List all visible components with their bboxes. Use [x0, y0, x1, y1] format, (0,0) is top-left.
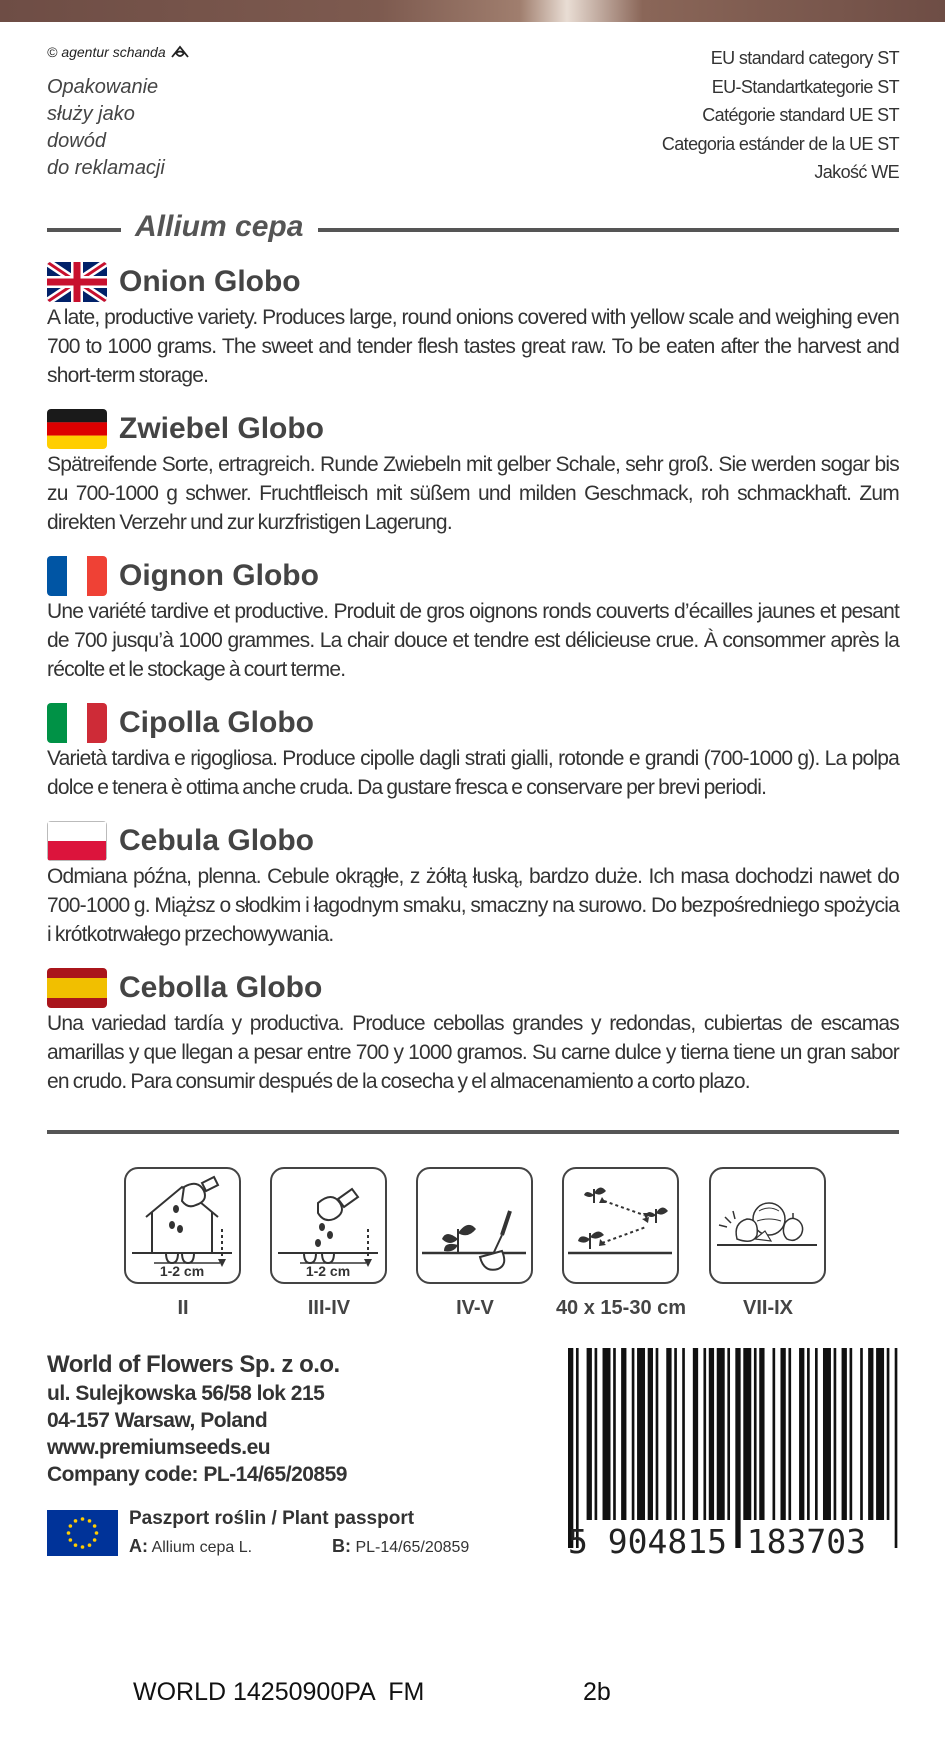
eu-star-icon [81, 1517, 85, 1521]
company-info [47, 1350, 347, 1488]
passport-key: B: [332, 1536, 351, 1556]
barcode-bar [773, 1348, 776, 1520]
eu-star-icon [69, 1524, 73, 1528]
icon-label: 40 x 15-30 cm [555, 1297, 687, 1319]
barcode-bar [807, 1348, 810, 1520]
barcode-bar [656, 1348, 659, 1520]
barcode-bar [850, 1348, 853, 1520]
barcode-bar [709, 1348, 714, 1520]
barcode-bar [860, 1348, 863, 1520]
passport-value: Allium cepa L. [151, 1539, 253, 1556]
eu-star-icon [74, 1543, 78, 1547]
eu-star-icon [88, 1543, 92, 1547]
section-title: Oignon Globo [119, 559, 319, 592]
agency-logo-icon [170, 45, 190, 59]
section-text: Varietà tardiva e rigogliosa. Produce cipolle dagli strati gialli, rotonde e grandi (700-1000 g). La polpa dolce e tenera è ottima anche cruda. Da gustare fresca e conservare per brevi periodi. [47, 747, 899, 799]
company-city: 04-157 Warsaw, Poland [47, 1409, 268, 1432]
section-text: Una variedad tardía y productiva. Produce cebollas grandes y redondas, cubiertas de escamas amarillas y que llegan a pesar entre 700 y 1000 gramos. Su carne dulce y tierna tiene un gran sabor en crudo. Para consumir después de la cosecha y el almacenamiento a corto plazo. [47, 1012, 899, 1093]
barcode-bar [674, 1348, 677, 1520]
uk-flag-icon [47, 262, 107, 302]
barcode-bar [703, 1348, 706, 1520]
barcode-bar [759, 1348, 764, 1520]
passport-value: PL-14/65/20859 [355, 1539, 470, 1556]
category-line: Jakość WE [814, 162, 899, 182]
eu-star-icon [74, 1519, 78, 1523]
company-name: World of Flowers Sp. z o.o. [47, 1351, 340, 1378]
category-line: EU standard category ST [710, 48, 899, 68]
barcode-bar [754, 1348, 757, 1520]
outdoor-sowing-icon [270, 1167, 387, 1284]
barcode-digits: 5 904815 183703 [568, 1522, 867, 1561]
barcode-bar [743, 1348, 751, 1520]
company-code: Company code: PL-14/65/20859 [47, 1463, 347, 1486]
barcode-bar [666, 1348, 671, 1520]
section-title: Cebula Globo [119, 824, 314, 857]
indoor-sowing-icon [124, 1167, 241, 1284]
icon-label: II [177, 1297, 189, 1319]
divider-left [47, 228, 121, 232]
depth-label: 1-2 cm [159, 1263, 205, 1279]
section-title: Zwiebel Globo [119, 412, 325, 445]
eu-star-icon [93, 1538, 97, 1542]
barcode-bar [613, 1348, 616, 1520]
packaging-line: do reklamacji [47, 157, 165, 179]
spacing-icon [562, 1167, 679, 1284]
eu-star-icon [93, 1524, 97, 1528]
divider-right [318, 228, 899, 232]
transplanting-icon [416, 1167, 533, 1284]
icon-label: VII-IX [742, 1297, 793, 1319]
section-italian [47, 703, 899, 802]
barcode-bar [568, 1348, 573, 1548]
section-german [47, 409, 899, 537]
barcode-bar [876, 1348, 884, 1520]
header [47, 44, 899, 184]
italy-flag-icon [47, 703, 107, 743]
agency-credit [47, 44, 190, 60]
barcode-bar [603, 1348, 611, 1520]
latin-name-row [47, 208, 899, 248]
harvest-icon [709, 1167, 826, 1284]
cultivation-icons [124, 1167, 828, 1327]
section-text: Odmiana późna, plenna. Cebule okrągłe, z żółtą łuską, bardzo duże. Ich masa dochodzi nawet do 700-1000 g. Miąższ o słodkim i łagodnym smaku, smaczny na surowo. Do bezpośredniego spożycia i krótkotrwałego przechowywania. [47, 865, 899, 946]
barcode-bar [780, 1348, 785, 1520]
section-title: Cebolla Globo [119, 971, 323, 1004]
passport-title: Paszport roślin / Plant passport [129, 1508, 415, 1529]
barcode-bar [632, 1348, 635, 1520]
section-divider [47, 1130, 899, 1134]
barcode-bar [868, 1348, 873, 1520]
eu-star-icon [69, 1538, 73, 1542]
france-flag-icon [47, 556, 107, 596]
barcode-bar [717, 1348, 725, 1520]
packaging-line: dowód [47, 130, 106, 152]
barcode-bar [842, 1348, 847, 1520]
germany-flag-icon [47, 409, 107, 449]
category-line: EU-Standartkategorie ST [711, 76, 899, 97]
section-text: Une variété tardive et productive. Produit de gros oignons ronds couverts d’écailles jaunes et pesant de 700 jusqu’à 1000 grammes. La chair douce et tendre est délicieuse crue. À consommer après la récolte et le stockage à court terme. [47, 600, 899, 681]
barcode-bar [887, 1348, 890, 1520]
barcode-bar [595, 1348, 598, 1520]
packaging-line: Opakowanie [47, 76, 159, 98]
eu-star-icon [67, 1531, 71, 1535]
category-line: Categoria estánder de la UE ST [661, 133, 899, 154]
section-title: Onion Globo [119, 265, 301, 298]
standard-categories [662, 44, 899, 187]
barcode-bar [834, 1348, 837, 1520]
packaging-note [47, 74, 165, 182]
section-spanish [47, 968, 899, 1096]
passport-field-a [129, 1536, 252, 1557]
barcode-bar [895, 1348, 898, 1548]
section-title: Cipolla Globo [119, 706, 314, 739]
section-text: Spätreifende Sorte, ertragreich. Runde Zwiebeln mit gelber Schale, sehr groß. Sie werden sogar bis zu 700-1000 g schwer. Fruchtfleisch mit süßem und milden Geschmack, roh schmackhaft. Zum direkten Verzehr und zur kurzfristigen Lagerung. [47, 453, 899, 534]
icon-label: IV-V [456, 1297, 494, 1319]
poland-flag-icon [47, 821, 107, 861]
print-code: WORLD 14250900PA FM [133, 1678, 425, 1706]
barcode-bar [648, 1348, 653, 1520]
copyright-symbol: © [47, 44, 58, 60]
section-french [47, 556, 899, 684]
latin-name: Allium cepa [135, 210, 304, 243]
barcode-bar [576, 1348, 579, 1548]
passport-key: A: [129, 1536, 148, 1556]
section-english [47, 262, 899, 390]
section-text: A late, productive variety. Produces large, round onions covered with yellow scale and weighing even 700 to 1000 grams. The sweet and tender flesh tastes great raw. To be eaten after the harvest and short-term storage. [47, 306, 899, 387]
barcode-bar [735, 1348, 740, 1548]
plant-passport [47, 1508, 477, 1558]
icon-label: III-IV [307, 1297, 351, 1319]
barcode-bar [587, 1348, 592, 1520]
section-polish [47, 821, 899, 949]
passport-field-b [332, 1536, 469, 1557]
eu-star-icon [95, 1531, 99, 1535]
eu-star-icon [81, 1545, 85, 1549]
category-line: Catégorie standard UE ST [702, 105, 899, 125]
top-image-strip [0, 0, 945, 22]
company-street: ul. Sulejkowska 56/58 lok 215 [47, 1382, 325, 1405]
spain-flag-icon [47, 968, 107, 1008]
barcode-bar [621, 1348, 626, 1520]
barcode-bar [727, 1348, 730, 1520]
barcode-bar [823, 1348, 831, 1520]
barcode-bar [693, 1348, 698, 1520]
eu-star-icon [88, 1519, 92, 1523]
barcode-bar [799, 1348, 804, 1520]
barcode-bar [682, 1348, 685, 1520]
barcode-bar [788, 1348, 791, 1520]
eu-flag-icon [47, 1510, 118, 1556]
barcode-bar [637, 1348, 645, 1520]
agency-name: agentur schanda [61, 44, 166, 60]
barcode-bar [815, 1348, 818, 1520]
depth-label: 1-2 cm [305, 1263, 351, 1279]
print-variant: 2b [583, 1678, 611, 1706]
packaging-line: służy jako [47, 103, 135, 125]
company-website: www.premiumseeds.eu [47, 1436, 271, 1459]
